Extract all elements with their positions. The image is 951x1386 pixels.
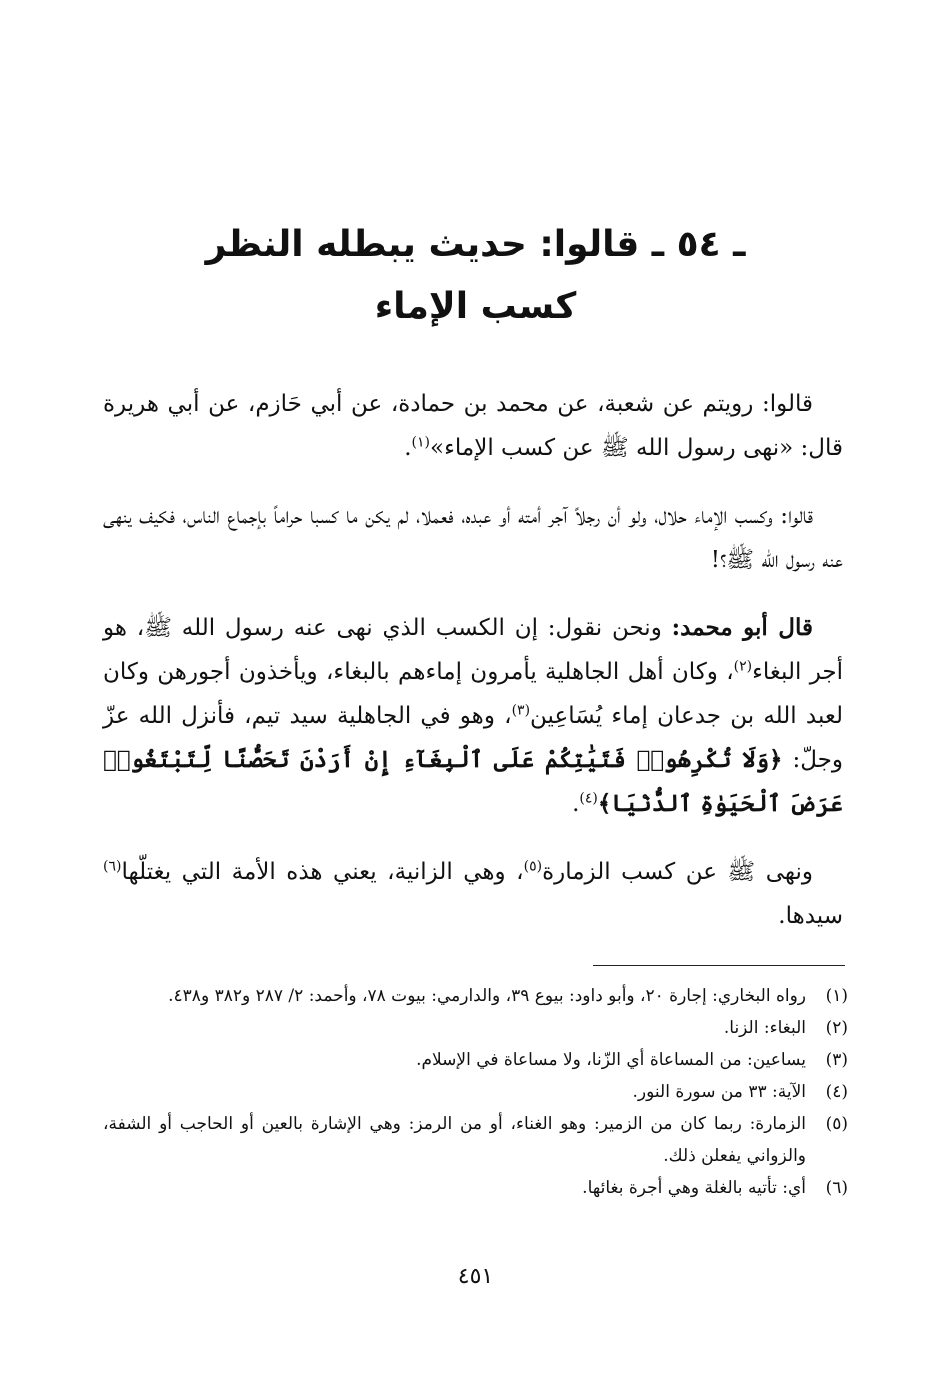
paragraph-3-part-3: ، وهو في الجاهلية سيد تيم، فأنزل الله عزّ وجلّ: — [103, 703, 843, 773]
paragraph-1-text: قالوا: رويتم عن شعبة، عن محمد بن حمادة، عن أبي حَازم، عن أبي هريرة قال: «نهى رسول الله ﷺ عن كسب الإماء» — [103, 391, 843, 461]
footnote-number: (٦) — [825, 1178, 848, 1198]
footnote-text: البغاء: الزنا. — [723, 1018, 806, 1038]
footnote-text: الآية: ٣٣ من سورة النور. — [632, 1082, 806, 1102]
footnote-ref-1[interactable]: (١) — [411, 434, 430, 451]
paragraph-3-part-2: ، وكان أهل الجاهلية يأمرون إماءهم بالبغاء، ويأخذون أجورهن وكان لعبد الله بن جدعان إماء يُسَاعِين — [103, 659, 843, 729]
footnote-text: رواه البخاري: إجارة ٢٠، وأبو داود: بيوع ٣٩، والدارمي: بيوت ٧٨، وأحمد: ٢/ ٢٨٧ و٣٨٢ و٤٣٨. — [168, 986, 806, 1006]
footnote-item — [103, 1012, 848, 1044]
paragraph-3 — [103, 606, 843, 826]
footnote-number: (٤) — [825, 1082, 848, 1102]
footnote-text: أي: تأتيه بالغلة وهي أجرة بغائها. — [582, 1178, 806, 1198]
footnote-ref-2[interactable]: (٢) — [733, 658, 753, 675]
page-number: ٤٥١ — [457, 1264, 494, 1289]
paragraph-4-part-3: سيدها. — [778, 903, 843, 929]
chapter-title: ـ ٥٤ ـ قالوا: حديث يبطله النظر — [205, 224, 746, 265]
footnote-text: الزمارة: ربما كان من الزمير: وهو الغناء، أو من الرمز: وهي الإشارة بالعين أو الحاجب أو الشفة، والزواني يفعلن ذلك. — [103, 1114, 806, 1166]
footnote-ref-5[interactable]: (٥) — [523, 858, 543, 875]
paragraph-4 — [103, 850, 843, 938]
footnote-text: يساعين: من المساعاة أي الزّنا، ولا مساعاة في الإسلام. — [416, 1050, 806, 1070]
footnote-number: (١) — [825, 986, 848, 1006]
footnotes-list — [103, 980, 848, 1204]
footnote-ref-3[interactable]: (٣) — [511, 702, 531, 719]
footnote-ref-4[interactable]: (٤) — [579, 790, 598, 807]
footnote-item — [103, 1076, 848, 1108]
footnote-number: (٢) — [825, 1018, 848, 1038]
chapter-subtitle: كسب الإماء — [374, 286, 577, 327]
paragraph-3-part-1: ونحن نقول: إن الكسب الذي نهى عنه رسول الله ﷺ، هو أجر البغاء — [103, 615, 843, 685]
footnote-item — [103, 1172, 848, 1204]
speaker-label: قال أبو محمد: — [671, 614, 813, 641]
paragraph-2 — [103, 494, 843, 582]
footnote-ref-6[interactable]: (٦) — [103, 858, 122, 875]
paragraph-4-part-1: ونهى ﷺ عن كسب الزمارة — [542, 859, 813, 885]
footnote-item — [103, 980, 848, 1012]
footnote-number: (٥) — [825, 1114, 848, 1134]
footnote-divider — [593, 965, 845, 966]
paragraph-1 — [103, 382, 843, 470]
footnote-item — [103, 1044, 848, 1076]
footnote-item — [103, 1108, 848, 1172]
paragraph-2-text: قالوا: وكسب الإماء حلال، ولو أن رجلاً آجر أمته أو عبده، فعملا، لم يكن ما كسبا حراماً بإجماع الناس، فكيف ينهى عنه رسول الله ﷺ؟! — [103, 503, 843, 573]
quran-verse: ﴿وَلَا تُكْرِهُوا۟ فَتَيَٰتِكُمْ عَلَى ٱلْبِغَآءِ إِنْ أَرَدْنَ تَحَصُّنًا لِّتَبْتَغُوا۟ عَرَضَ ٱلْحَيَوٰةِ ٱلدُّنْيَا﴾ — [103, 746, 843, 817]
paragraph-3-tail: . — [572, 791, 580, 817]
paragraph-4-part-2: ، وهي الزانية، يعني هذه الأمة التي يغتلّها — [121, 859, 524, 885]
footnote-number: (٣) — [825, 1050, 848, 1070]
paragraph-1-tail: . — [404, 435, 412, 461]
